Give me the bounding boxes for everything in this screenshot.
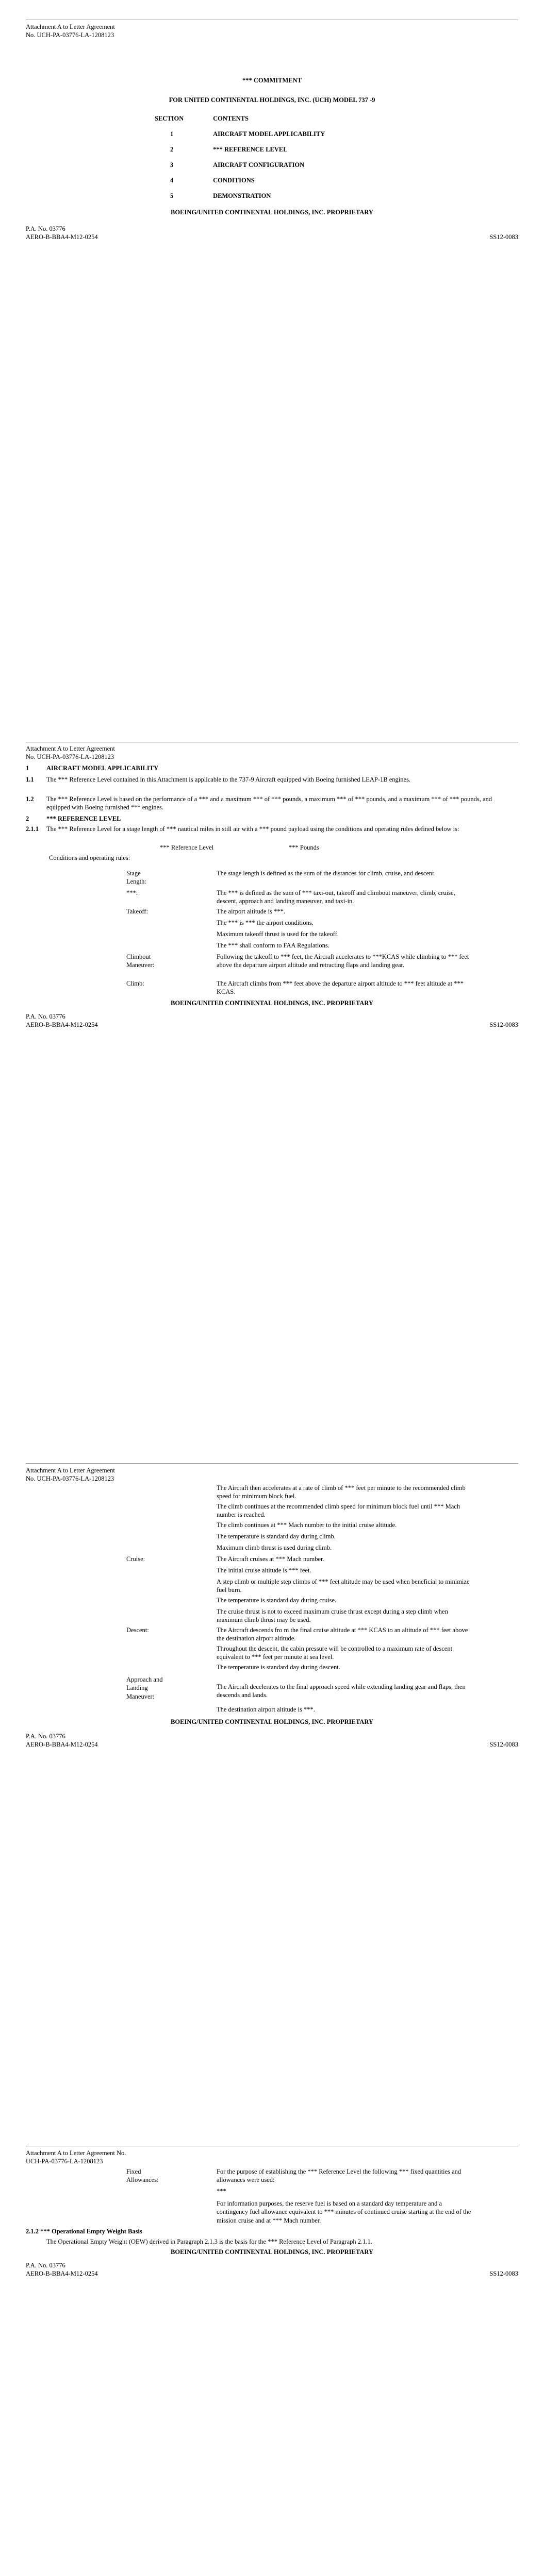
- page-2: [0, 703, 544, 1406]
- section-number: 2: [26, 815, 29, 822]
- condition-label: Cruise:: [126, 1555, 145, 1563]
- header-line-1: Attachment A to Letter Agreement No.: [26, 2149, 126, 2157]
- section-title: AIRCRAFT MODEL APPLICABILITY: [46, 765, 159, 772]
- pa-number: P.A. No. 03776: [26, 225, 65, 232]
- toc-title: CONDITIONS: [213, 177, 255, 184]
- commitment-title: *** COMMITMENT: [242, 77, 302, 84]
- aero-number: AERO-B-BBA4-M12-0254: [26, 233, 98, 241]
- toc-number: 1: [170, 130, 174, 138]
- ss-number: SS12-0083: [489, 1021, 518, 1028]
- toc-row: [150, 161, 407, 169]
- condition-value: ***: [217, 2188, 226, 2195]
- aero-number: AERO-B-BBA4-M12-0254: [26, 1741, 98, 1748]
- condition-value: The cruise thrust is not to exceed maximum cruise thrust except during a step climb when maximum climb thrust may be used.: [217, 1608, 448, 1624]
- toc-row: [150, 145, 407, 154]
- paragraph-1-1: [26, 775, 518, 784]
- proprietary-footer: BOEING/UNITED CONTINENTAL HOLDINGS, INC. PROPRIETARY: [171, 2248, 373, 2256]
- commitment-subtitle: FOR UNITED CONTINENTAL HOLDINGS, INC. (UCH) MODEL 737 -9: [169, 96, 375, 104]
- toc-title: AIRCRAFT MODEL APPLICABILITY: [213, 130, 325, 138]
- toc-title: *** REFERENCE LEVEL: [213, 146, 288, 153]
- toc-col-contents: CONTENTS: [213, 115, 249, 122]
- toc-number: 2: [170, 146, 174, 153]
- page-1: [0, 0, 544, 703]
- condition-label: Climb:: [126, 980, 144, 987]
- condition-value: The Aircraft then accelerates at a rate of climb of *** feet per minute to the recommended climb speed for minimum block fuel.: [217, 1484, 466, 1500]
- condition-value: The *** shall conform to FAA Regulations.: [217, 942, 329, 949]
- toc-col-section: SECTION: [155, 115, 184, 122]
- page-header: [26, 23, 115, 40]
- condition-value: The stage length is defined as the sum of the distances for climb, cruise, and descent.: [217, 870, 436, 877]
- condition-label: Fixed Allowances:: [126, 2168, 159, 2184]
- toc-row: [150, 176, 407, 184]
- condition-value: The *** is defined as the sum of *** taxi-out, takeoff and climbout maneuver, climb, cruise, descent, approach and landing maneuver, and taxi-in.: [217, 889, 455, 905]
- condition-value: The temperature is standard day during climb.: [217, 1533, 336, 1540]
- toc-title: AIRCRAFT CONFIGURATION: [213, 161, 305, 168]
- paragraph-2-1-2-heading: 2.1.2 *** Operational Empty Weight Basis: [26, 2228, 142, 2235]
- toc-header: [150, 114, 407, 123]
- condition-value: The *** is *** the airport conditions.: [217, 919, 314, 926]
- condition-value: The climb continues at *** Mach number to the initial cruise altitude.: [217, 1521, 397, 1529]
- toc-title: DEMONSTRATION: [213, 192, 271, 199]
- reference-level-label: *** Reference Level: [160, 844, 214, 851]
- paragraph-text: The *** Reference Level contained in this Attachment is applicable to the 737-9 Aircraft equipped with Boeing furnished LEAP-1B engines.: [46, 776, 411, 783]
- header-line-2: UCH-PA-03776-LA-1208123: [26, 2158, 103, 2165]
- pa-number: P.A. No. 03776: [26, 1733, 65, 1740]
- condition-value: Following the takeoff to *** feet, the Aircraft accelerates to ***KCAS while climbing to *** feet above the departure airport altitude and retracting flaps and landing gear.: [217, 953, 469, 969]
- page-header: [26, 1466, 115, 1483]
- condition-label: Stage Length:: [126, 870, 146, 886]
- header-line-1: Attachment A to Letter Agreement: [26, 745, 115, 752]
- condition-value: For information purposes, the reserve fuel is based on a standard day temperature and a contingency fuel allowance equivalent to *** minutes of continued cruise starting at the end of the mission cruise and at *** Mach number.: [217, 2200, 471, 2224]
- pa-number: P.A. No. 03776: [26, 1013, 65, 1020]
- ss-number: SS12-0083: [489, 2270, 518, 2277]
- section-1-heading: [26, 764, 518, 772]
- condition-label: ***:: [126, 889, 138, 896]
- proprietary-footer: BOEING/UNITED CONTINENTAL HOLDINGS, INC. PROPRIETARY: [171, 1718, 373, 1725]
- header-line-2: No. UCH-PA-03776-LA-1208123: [26, 31, 114, 39]
- paragraph-1-2: [26, 795, 518, 812]
- toc-number: 3: [170, 161, 174, 168]
- paragraph-number: 1.1: [26, 776, 34, 783]
- paragraph-text: The *** Reference Level for a stage length of *** nautical miles in still air with a *** pound payload using the conditions and operating rules defined below is:: [46, 825, 459, 833]
- header-line-2: No. UCH-PA-03776-LA-1208123: [26, 1475, 114, 1483]
- section-title: *** REFERENCE LEVEL: [46, 815, 121, 822]
- page-3: [0, 1406, 544, 2110]
- aero-number: AERO-B-BBA4-M12-0254: [26, 2270, 98, 2277]
- condition-value: The temperature is standard day during cruise.: [217, 1597, 337, 1604]
- condition-value: The airport altitude is ***.: [217, 908, 285, 915]
- pounds-label: *** Pounds: [289, 844, 319, 851]
- paragraph-text: The *** Reference Level is based on the performance of a *** and a maximum *** of *** pounds, a maximum *** of *** pounds, and a maximum *** of *** pounds, and equipped with Boeing furnished *** engines.: [46, 795, 492, 811]
- section-2-heading: [26, 815, 518, 823]
- condition-value: Throughout the descent, the cabin pressure will be controlled to a maximum rate of descent equivalent to *** feet per minute at sea level.: [217, 1645, 453, 1661]
- pa-number: P.A. No. 03776: [26, 2262, 65, 2269]
- condition-value: The Aircraft climbs from *** feet above the departure airport altitude to *** feet altitude at *** KCAS.: [217, 980, 464, 996]
- condition-value: A step climb or multiple step climbs of *** feet altitude may be used when beneficial to minimize fuel burn.: [217, 1578, 470, 1594]
- toc-row: [150, 130, 407, 138]
- condition-value: The destination airport altitude is ***.: [217, 1706, 315, 1713]
- condition-label: Climbout Maneuver:: [126, 953, 155, 969]
- condition-value: For the purpose of establishing the *** Reference Level the following *** fixed quantities and allowances were used:: [217, 2168, 461, 2184]
- paragraph-number: 1.2: [26, 795, 34, 803]
- header-line-2: No. UCH-PA-03776-LA-1208123: [26, 753, 114, 761]
- proprietary-footer: BOEING/UNITED CONTINENTAL HOLDINGS, INC. PROPRIETARY: [171, 209, 373, 216]
- page-header: [26, 744, 115, 761]
- condition-value: Maximum climb thrust is used during climb.: [217, 1544, 332, 1551]
- ss-number: SS12-0083: [489, 1741, 518, 1748]
- paragraph-number: 2.1.1: [26, 825, 39, 833]
- proprietary-footer: BOEING/UNITED CONTINENTAL HOLDINGS, INC. PROPRIETARY: [171, 999, 373, 1007]
- page-rule: [26, 1463, 518, 1464]
- conditions-heading: Conditions and operating rules:: [49, 854, 130, 861]
- condition-label: Takeoff:: [126, 908, 148, 915]
- ss-number: SS12-0083: [489, 233, 518, 241]
- header-line-1: Attachment A to Letter Agreement: [26, 23, 115, 30]
- condition-value: The temperature is standard day during descent.: [217, 1664, 340, 1671]
- condition-value: The initial cruise altitude is *** feet.: [217, 1567, 311, 1574]
- condition-value: The Aircraft cruises at *** Mach number.: [217, 1555, 324, 1563]
- condition-label: Descent:: [126, 1626, 149, 1634]
- page-header: [26, 2149, 126, 2166]
- condition-value: Maximum takeoff thrust is used for the takeoff.: [217, 930, 339, 938]
- toc-number: 5: [170, 192, 174, 199]
- condition-value: The climb continues at the recommended climb speed for minimum block fuel until *** Mach number is reached.: [217, 1503, 460, 1519]
- page-4: [0, 2110, 544, 2576]
- aero-number: AERO-B-BBA4-M12-0254: [26, 1021, 98, 1028]
- condition-value: The Aircraft descends fro m the final cruise altitude at *** KCAS to an altitude of *** feet above the destination airport altitude.: [217, 1626, 468, 1642]
- paragraph-2-1-1: [26, 825, 518, 833]
- condition-label: Approach and Landing Maneuver:: [126, 1676, 163, 1700]
- header-line-1: Attachment A to Letter Agreement: [26, 1467, 115, 1474]
- paragraph-2-1-2-text: The Operational Empty Weight (OEW) derived in Paragraph 2.1.3 is the basis for the *** Reference Level of Paragraph 2.1.1.: [46, 2238, 372, 2245]
- toc-number: 4: [170, 177, 174, 184]
- section-number: 1: [26, 765, 29, 772]
- toc-row: [150, 192, 407, 200]
- condition-value: The Aircraft decelerates to the final approach speed while extending landing gear and flaps, then descends and lands.: [217, 1683, 466, 1699]
